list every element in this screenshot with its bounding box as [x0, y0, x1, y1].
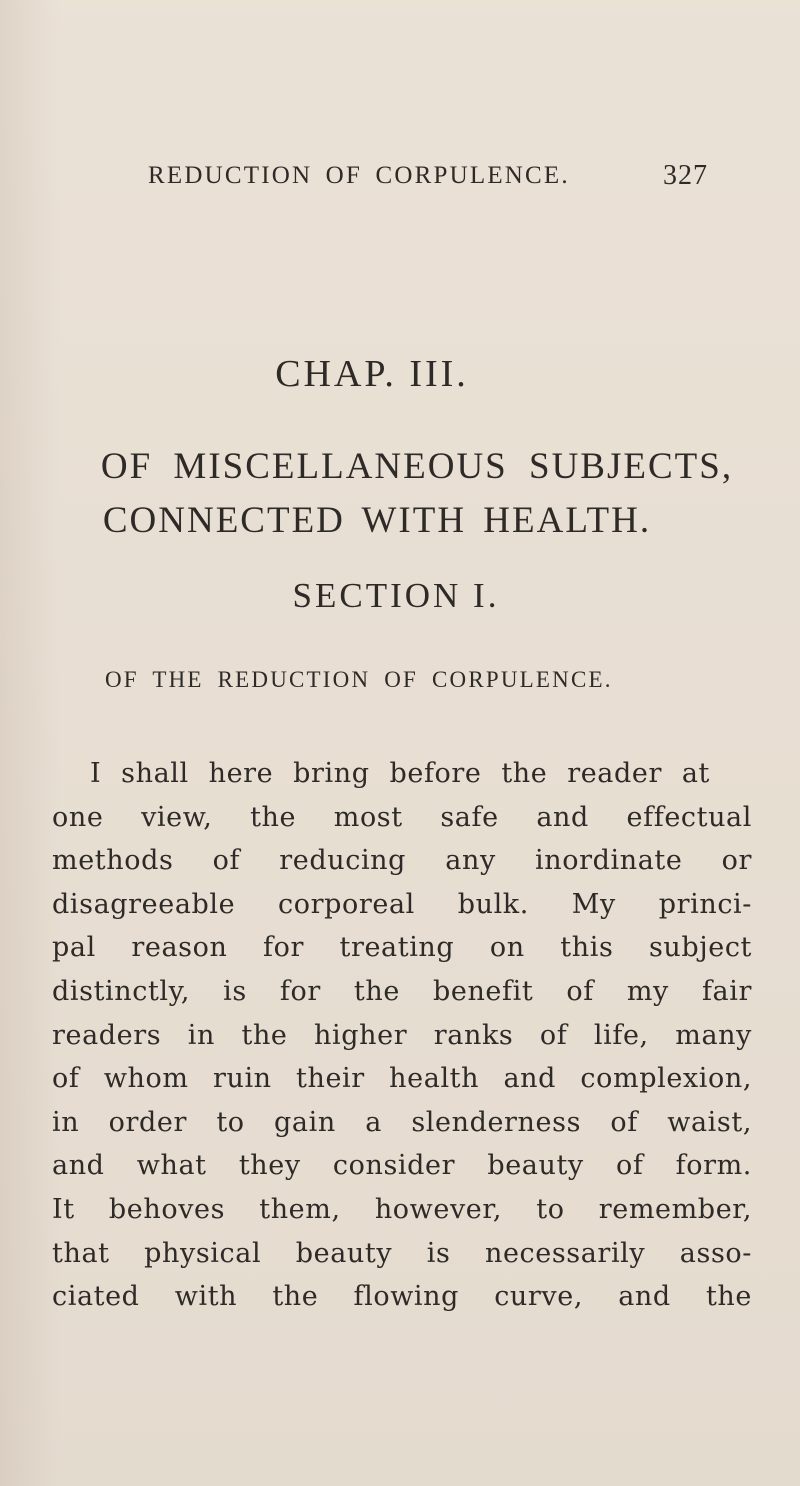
text-line: distinctly, is for the benefit of my fair — [52, 975, 752, 1007]
running-title: REDUCTION OF CORPULENCE. — [148, 162, 570, 189]
running-head — [148, 162, 708, 198]
chapter-title-line-1: OF MISCELLANEOUS SUBJECTS, — [100, 446, 734, 487]
text-line: ciated with the flowing curve, and the — [52, 1281, 752, 1313]
text-line: readers in the higher ranks of life, many — [52, 1019, 752, 1051]
chapter-heading: CHAP. III. — [275, 353, 469, 395]
text-line: that physical beauty is necessarily asso- — [52, 1237, 752, 1269]
text-line: of whom ruin their health and complexion, — [52, 1063, 752, 1095]
text-line: disagreeable corporeal bulk. My princi- — [52, 888, 752, 920]
text-line: one view, the most safe and effectual — [52, 801, 752, 833]
text-line: methods of reducing any inordinate or — [52, 845, 752, 877]
section-heading: SECTION I. — [292, 576, 500, 615]
chapter-title — [0, 440, 800, 548]
chapter-title-line-2: CONNECTED WITH HEALTH. — [102, 500, 652, 541]
section-title: OF THE REDUCTION OF CORPULENCE. — [105, 667, 613, 692]
text-line: pal reason for treating on this subject — [52, 932, 752, 964]
text-line: and what they consider beauty of form. — [52, 1150, 752, 1182]
text-line: I shall here bring before the reader at — [90, 758, 710, 789]
text-line: in order to gain a slenderness of waist, — [52, 1106, 752, 1138]
page-number: 327 — [663, 160, 708, 191]
text-line: It behoves them, however, to remember, — [52, 1193, 752, 1225]
body-paragraph — [52, 752, 752, 1319]
